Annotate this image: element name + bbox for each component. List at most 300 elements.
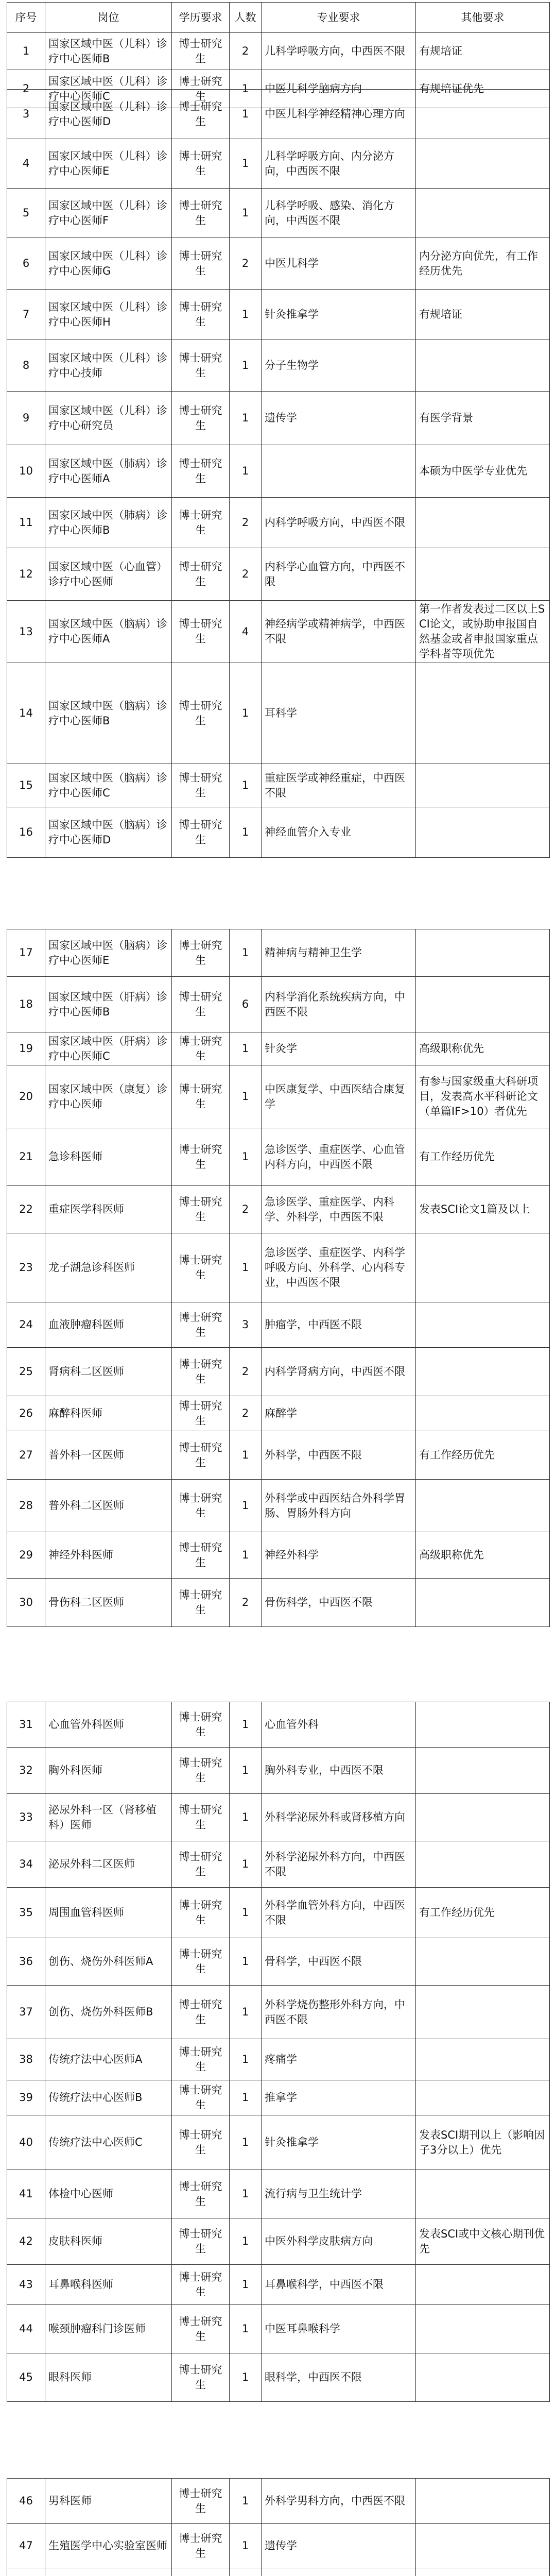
cell-other: 有工作经历优先 (416, 1431, 550, 1480)
cell-count: 1 (230, 2479, 262, 2524)
positions-table (7, 2478, 550, 2576)
cell-count: 2 (230, 33, 262, 70)
cell-other (416, 340, 550, 392)
cell-other (416, 1480, 550, 1532)
cell-position: 体检中心医师 (45, 2170, 172, 2218)
cell-edu: 博士研究生 (172, 340, 230, 392)
table-row (7, 764, 550, 807)
cell-other: 发表SCI期刊以上（影响因子3分以上）优先 (416, 2115, 550, 2170)
cell-position: 普外科一区医师 (45, 1431, 172, 1480)
cell-other (416, 2353, 550, 2402)
cell-edu: 博士研究生 (172, 1841, 230, 1888)
cell-no: 34 (7, 1841, 45, 1888)
cell-major: 神经外科学 (262, 1532, 416, 1579)
cell-position: 创伤、烧伤外科医师B (45, 1986, 172, 2039)
cell-other (416, 2479, 550, 2524)
table-row (7, 2080, 550, 2115)
cell-no: 36 (7, 1938, 45, 1986)
cell-no: 14 (7, 663, 45, 764)
cell-no: 11 (7, 498, 45, 548)
cell-no: 22 (7, 1186, 45, 1233)
cell-count: 1 (230, 139, 262, 189)
positions-table (7, 1702, 550, 2402)
cell-position: 耳鼻喉科医师 (45, 2265, 172, 2305)
cell-edu: 博士研究生 (172, 2039, 230, 2080)
cell-major: 外科学或中西医结合外科学胃肠、胃肠外科方向 (262, 1480, 416, 1532)
table-row (7, 1794, 550, 1841)
table-row (7, 340, 550, 392)
cell-count: 1 (230, 340, 262, 392)
cell-position: 国家区域中医（儿科）诊疗中心医师B (45, 33, 172, 70)
table-row (7, 1841, 550, 1888)
cell-count: 1 (230, 392, 262, 445)
cell-major: 神经病学或精神病学，中西医不限 (262, 601, 416, 663)
cell-other (416, 1396, 550, 1431)
table-row (7, 445, 550, 498)
cell-edu: 博士研究生 (172, 1532, 230, 1579)
cell-no: 43 (7, 2265, 45, 2305)
cell-other (416, 1986, 550, 2039)
cell-major: 重症医学或神经重症，中西医不限 (262, 764, 416, 807)
cell-edu: 博士研究生 (172, 548, 230, 601)
cell-count: 6 (230, 977, 262, 1032)
cell-edu: 博士研究生 (172, 90, 230, 139)
table-row (7, 1396, 550, 1431)
cell-no: 24 (7, 1302, 45, 1348)
cell-other (416, 1233, 550, 1302)
header-no: 序号 (7, 3, 45, 33)
cell-edu: 博士研究生 (172, 807, 230, 858)
table-row (7, 33, 550, 70)
table-row (7, 1431, 550, 1480)
cell-count: 1 (230, 189, 262, 238)
table-row (7, 548, 550, 601)
cell-no: 3 (7, 90, 45, 139)
cell-edu: 博士研究生 (172, 189, 230, 238)
cell-count: 2 (230, 1186, 262, 1233)
cell-no: 15 (7, 764, 45, 807)
cell-position: 创伤、烧伤外科医师A (45, 1938, 172, 1986)
cell-edu: 博士研究生 (172, 139, 230, 189)
cell-other (416, 2305, 550, 2353)
cell-no: 18 (7, 977, 45, 1032)
table-row (7, 1032, 550, 1065)
cell-major: 中医儿科学脑病方向 (262, 70, 416, 108)
cell-major: 针灸推拿学 (262, 2115, 416, 2170)
cell-edu: 博士研究生 (172, 1348, 230, 1396)
cell-position: 国家区域中医（肺病）诊疗中心医师B (45, 498, 172, 548)
cell-count: 4 (230, 601, 262, 663)
cell-position: 急诊科医师 (45, 1128, 172, 1186)
cell-count: 1 (230, 1888, 262, 1938)
cell-edu: 博士研究生 (172, 445, 230, 498)
table-row (7, 1888, 550, 1938)
cell-no: 28 (7, 1480, 45, 1532)
cell-no: 20 (7, 1065, 45, 1128)
cell-position: 神经外科医师 (45, 1532, 172, 1579)
cell-major: 麻醉学 (262, 1396, 416, 1431)
cell-other (416, 1841, 550, 1888)
cell-edu: 博士研究生 (172, 1302, 230, 1348)
cell-major: 外科学烧伤整形外科方向，中西医不限 (262, 1986, 416, 2039)
header-education: 学历要求 (172, 3, 230, 33)
table-row (7, 2218, 550, 2265)
cell-other (416, 2568, 550, 2576)
cell-position: 泌尿外科一区（肾移植科）医师 (45, 1794, 172, 1841)
cell-count: 1 (230, 2039, 262, 2080)
cell-edu: 博士研究生 (172, 2115, 230, 2170)
cell-no: 7 (7, 290, 45, 340)
cell-no: 17 (7, 929, 45, 977)
cell-position: 传统疗法中心医师B (45, 2080, 172, 2115)
table-row (7, 2353, 550, 2402)
cell-position: 泌尿外科二区医师 (45, 1841, 172, 1888)
cell-edu: 博士研究生 (172, 2265, 230, 2305)
cell-count: 1 (230, 1233, 262, 1302)
cell-major: 急诊医学、重症医学、内科学呼吸方向、外科学、心内科专业，中西医不限 (262, 1233, 416, 1302)
cell-count: 2 (230, 1348, 262, 1396)
table-row (7, 1748, 550, 1794)
cell-other: 本硕为中医学专业优先 (416, 445, 550, 498)
cell-count: 1 (230, 764, 262, 807)
cell-major: 骨伤科学，中西医不限 (262, 1579, 416, 1627)
cell-position: 传统疗法中心医师A (45, 2039, 172, 2080)
cell-count: 1 (230, 1938, 262, 1986)
cell-count: 2 (230, 1396, 262, 1431)
cell-no: 5 (7, 189, 45, 238)
positions-table (7, 929, 550, 1627)
cell-major (262, 2568, 416, 2576)
cell-edu: 博士研究生 (172, 33, 230, 70)
cell-other: 有医学背景 (416, 392, 550, 445)
table-row (7, 1579, 550, 1627)
cell-edu: 博士研究生 (172, 1888, 230, 1938)
table-row (7, 2039, 550, 2080)
cell-no: 29 (7, 1532, 45, 1579)
table-row (7, 1348, 550, 1396)
cell-major: 推拿学 (262, 2080, 416, 2115)
cell-position: 国家区域中医（肺病）诊疗中心医师A (45, 445, 172, 498)
cell-edu: 博士研究生 (172, 498, 230, 548)
cell-position: 国家区域中医（儿科）诊疗中心技师 (45, 340, 172, 392)
cell-edu: 博士研究生 (172, 2218, 230, 2265)
header-position: 岗位 (45, 3, 172, 33)
table-row (7, 2305, 550, 2353)
cell-position: 国家区域中医（儿科）诊疗中心医师E (45, 139, 172, 189)
cell-major: 中医外科学皮肤病方向 (262, 2218, 416, 2265)
table-row (7, 1480, 550, 1532)
cell-other (416, 139, 550, 189)
cell-other (416, 2170, 550, 2218)
cell-count: 1 (230, 1748, 262, 1794)
cell-major: 眼科学，中西医不限 (262, 2353, 416, 2402)
cell-other: 有工作经历优先 (416, 1128, 550, 1186)
cell-major: 胸外科专业，中西医不限 (262, 1748, 416, 1794)
cell-edu: 博士研究生 (172, 1986, 230, 2039)
cell-position: 眼科医师 (45, 2353, 172, 2402)
cell-position: 国家区域中医（儿科）诊疗中心医师H (45, 290, 172, 340)
cell-other (416, 548, 550, 601)
table-row (7, 238, 550, 290)
cell-edu: 博士研究生 (172, 929, 230, 977)
cell-other (416, 90, 550, 139)
cell-position: 国家区域中医（康复）诊疗中心医师 (45, 1065, 172, 1128)
cell-no: 35 (7, 1888, 45, 1938)
cell-edu: 博士研究生 (172, 977, 230, 1032)
cell-no: 40 (7, 2115, 45, 2170)
cell-edu: 博士研究生 (172, 1032, 230, 1065)
cell-edu: 博士研究生 (172, 2170, 230, 2218)
cell-count: 1 (230, 1128, 262, 1186)
cell-edu: 博士研究生 (172, 1702, 230, 1748)
table-row (7, 807, 550, 858)
table-row (7, 2524, 550, 2568)
cell-no: 41 (7, 2170, 45, 2218)
cell-other (416, 2265, 550, 2305)
cell-count: 1 (230, 2305, 262, 2353)
cell-other (416, 2524, 550, 2568)
cell-count: 2 (230, 498, 262, 548)
cell-major (262, 445, 416, 498)
cell-position: 皮肤科医师 (45, 2218, 172, 2265)
header-count: 人数 (230, 3, 262, 33)
cell-major: 针灸推拿学 (262, 290, 416, 340)
cell-major: 儿科学呼吸方向，中西医不限 (262, 33, 416, 70)
cell-position: 国家区域中医（肝病）诊疗中心医师C (45, 1032, 172, 1065)
cell-position: 国家区域中医（肝病）诊疗中心医师B (45, 977, 172, 1032)
cell-no: 37 (7, 1986, 45, 2039)
cell-major: 流行病与卫生统计学 (262, 2170, 416, 2218)
cell-no: 8 (7, 340, 45, 392)
cell-edu: 博士研究生 (172, 1396, 230, 1431)
cell-no: 9 (7, 392, 45, 445)
cell-other: 发表SCI论文1篇及以上 (416, 1186, 550, 1233)
cell-count: 1 (230, 2080, 262, 2115)
cell-major: 中医儿科学神经精神心理方向 (262, 90, 416, 139)
cell-position: 生殖医学中心实验室医师 (45, 2524, 172, 2568)
cell-count: 3 (230, 1302, 262, 1348)
cell-count: 1 (230, 445, 262, 498)
cell-count: 1 (230, 290, 262, 340)
cell-count: 1 (230, 807, 262, 858)
table-row (7, 290, 550, 340)
table-row (7, 2265, 550, 2305)
cell-other: 有参与国家级重大科研项目，发表高水平科研论文（单篇IF>10）者优先 (416, 1065, 550, 1128)
cell-count: 1 (230, 2218, 262, 2265)
cell-major: 儿科学呼吸、感染、消化方向，中西医不限 (262, 189, 416, 238)
cell-position: 男科医师 (45, 2479, 172, 2524)
cell-major: 遗传学 (262, 2524, 416, 2568)
cell-position: 国家区域中医（儿科）诊疗中心医师D (45, 90, 172, 139)
cell-major: 神经血管介入专业 (262, 807, 416, 858)
table-row (7, 392, 550, 445)
cell-count: 1 (230, 663, 262, 764)
cell-other (416, 764, 550, 807)
cell-major: 急诊医学、重症医学、心血管内科方向，中西医不限 (262, 1128, 416, 1186)
table-row (7, 977, 550, 1032)
cell-no: 6 (7, 238, 45, 290)
cell-edu: 博士研究生 (172, 1128, 230, 1186)
cell-no: 30 (7, 1579, 45, 1627)
cell-position: 普外科二区医师 (45, 1480, 172, 1532)
cell-major: 肿瘤学，中西医不限 (262, 1302, 416, 1348)
cell-no: 47 (7, 2524, 45, 2568)
cell-no: 10 (7, 445, 45, 498)
cell-count (230, 2568, 262, 2576)
cell-position: 龙子湖急诊科医师 (45, 1233, 172, 1302)
cell-position: 国家区域中医（脑病）诊疗中心医师E (45, 929, 172, 977)
cell-count: 1 (230, 1841, 262, 1888)
cell-major: 耳科学 (262, 663, 416, 764)
cell-edu: 博士研究生 (172, 238, 230, 290)
cell-other (416, 663, 550, 764)
cell-count: 1 (230, 929, 262, 977)
table-section-4 (7, 1702, 549, 2402)
cell-count: 1 (230, 2170, 262, 2218)
cell-count: 1 (230, 2265, 262, 2305)
cell-count: 1 (230, 1032, 262, 1065)
table-row (7, 2115, 550, 2170)
cell-count: 1 (230, 1702, 262, 1748)
cell-edu: 博士研究生 (172, 1431, 230, 1480)
cell-edu: 博士研究生 (172, 70, 230, 108)
cell-no: 33 (7, 1794, 45, 1841)
cell-count: 2 (230, 1579, 262, 1627)
table-row (7, 2568, 550, 2576)
header-major: 专业要求 (262, 3, 416, 33)
cell-other (416, 929, 550, 977)
cell-other: 有规培证优先 (416, 70, 550, 108)
cell-edu (172, 2568, 230, 2576)
table-row (7, 2170, 550, 2218)
cell-count: 1 (230, 70, 262, 108)
cell-position: 心血管外科医师 (45, 1702, 172, 1748)
table-row (7, 139, 550, 189)
cell-no: 26 (7, 1396, 45, 1431)
table-section-5 (7, 2478, 549, 2576)
cell-position: 胸外科医师 (45, 1748, 172, 1794)
cell-other: 高级职称优先 (416, 1032, 550, 1065)
cell-other: 高级职称优先 (416, 1532, 550, 1579)
cell-edu: 博士研究生 (172, 2479, 230, 2524)
cell-other (416, 977, 550, 1032)
cell-major: 骨科学，中西医不限 (262, 1938, 416, 1986)
table-row (7, 1938, 550, 1986)
cell-other: 第一作者发表过二区以上SCI论文，或协助申报国自然基金或者申报国家重点学科者等项优先 (416, 601, 550, 663)
cell-no: 19 (7, 1032, 45, 1065)
cell-count: 2 (230, 548, 262, 601)
cell-position: 骨伤科二区医师 (45, 1579, 172, 1627)
cell-other (416, 2080, 550, 2115)
table-section-2 (7, 89, 549, 858)
header-other: 其他要求 (416, 3, 550, 33)
cell-edu: 博士研究生 (172, 1748, 230, 1794)
cell-no: 16 (7, 807, 45, 858)
table-row (7, 1302, 550, 1348)
cell-major: 外科学泌尿外科或肾移植方向 (262, 1794, 416, 1841)
cell-no: 45 (7, 2353, 45, 2402)
cell-no (7, 2568, 45, 2576)
cell-major: 分子生物学 (262, 340, 416, 392)
cell-edu: 博士研究生 (172, 764, 230, 807)
cell-count: 1 (230, 2524, 262, 2568)
cell-count: 1 (230, 1065, 262, 1128)
cell-other (416, 189, 550, 238)
cell-other (416, 1748, 550, 1794)
cell-major: 内科学呼吸方向，中西医不限 (262, 498, 416, 548)
cell-edu: 博士研究生 (172, 1938, 230, 1986)
cell-major: 中医康复学、中西医结合康复学 (262, 1065, 416, 1128)
cell-major: 急诊医学、重症医学、内科学、外科学，中西医不限 (262, 1186, 416, 1233)
cell-position: 国家区域中医（心血管）诊疗中心医师 (45, 548, 172, 601)
cell-count: 1 (230, 1986, 262, 2039)
cell-position: 麻醉科医师 (45, 1396, 172, 1431)
cell-edu: 博士研究生 (172, 663, 230, 764)
cell-edu: 博士研究生 (172, 1480, 230, 1532)
cell-major: 内科学肾病方向，中西医不限 (262, 1348, 416, 1396)
table-row (7, 498, 550, 548)
cell-position: 国家区域中医（儿科）诊疗中心研究员 (45, 392, 172, 445)
cell-major: 外科学，中西医不限 (262, 1431, 416, 1480)
cell-position: 国家区域中医（脑病）诊疗中心医师C (45, 764, 172, 807)
cell-position: 血液肿瘤科医师 (45, 1302, 172, 1348)
cell-other (416, 1938, 550, 1986)
cell-no: 46 (7, 2479, 45, 2524)
cell-position: 国家区域中医（儿科）诊疗中心医师G (45, 238, 172, 290)
cell-edu: 博士研究生 (172, 2524, 230, 2568)
cell-edu: 博士研究生 (172, 1579, 230, 1627)
cell-major: 遗传学 (262, 392, 416, 445)
cell-position: 国家区域中医（脑病）诊疗中心医师D (45, 807, 172, 858)
cell-count: 1 (230, 90, 262, 139)
cell-count: 1 (230, 1794, 262, 1841)
cell-count: 1 (230, 2115, 262, 2170)
cell-other: 发表SCI或中文核心期刊优先 (416, 2218, 550, 2265)
cell-major: 外科学泌尿外科方向，中西医不限 (262, 1841, 416, 1888)
cell-other: 内分泌方向优先，有工作经历优先 (416, 238, 550, 290)
cell-other (416, 1348, 550, 1396)
cell-no: 25 (7, 1348, 45, 1396)
cell-major: 外科学血管外科方向，中西医不限 (262, 1888, 416, 1938)
cell-major: 针灸学 (262, 1032, 416, 1065)
cell-major: 耳鼻喉科学，中西医不限 (262, 2265, 416, 2305)
cell-major: 中医耳鼻喉科学 (262, 2305, 416, 2353)
cell-other (416, 2039, 550, 2080)
cell-edu: 博士研究生 (172, 1233, 230, 1302)
table-row (7, 2479, 550, 2524)
cell-major: 中医儿科学 (262, 238, 416, 290)
cell-edu: 博士研究生 (172, 392, 230, 445)
table-row (7, 90, 550, 139)
cell-no: 23 (7, 1233, 45, 1302)
cell-no: 12 (7, 548, 45, 601)
cell-no: 1 (7, 33, 45, 70)
cell-edu: 博士研究生 (172, 290, 230, 340)
table-row (7, 1065, 550, 1128)
cell-major: 精神病与精神卫生学 (262, 929, 416, 977)
cell-position: 国家区域中医（儿科）诊疗中心医师C (45, 70, 172, 108)
cell-no: 27 (7, 1431, 45, 1480)
cell-no: 31 (7, 1702, 45, 1748)
cell-edu: 博士研究生 (172, 1186, 230, 1233)
cell-major: 心血管外科 (262, 1702, 416, 1748)
cell-edu: 博士研究生 (172, 2305, 230, 2353)
table-row (7, 1233, 550, 1302)
cell-no: 32 (7, 1748, 45, 1794)
cell-no: 13 (7, 601, 45, 663)
cell-position: 国家区域中医（儿科）诊疗中心医师F (45, 189, 172, 238)
table-row (7, 1702, 550, 1748)
